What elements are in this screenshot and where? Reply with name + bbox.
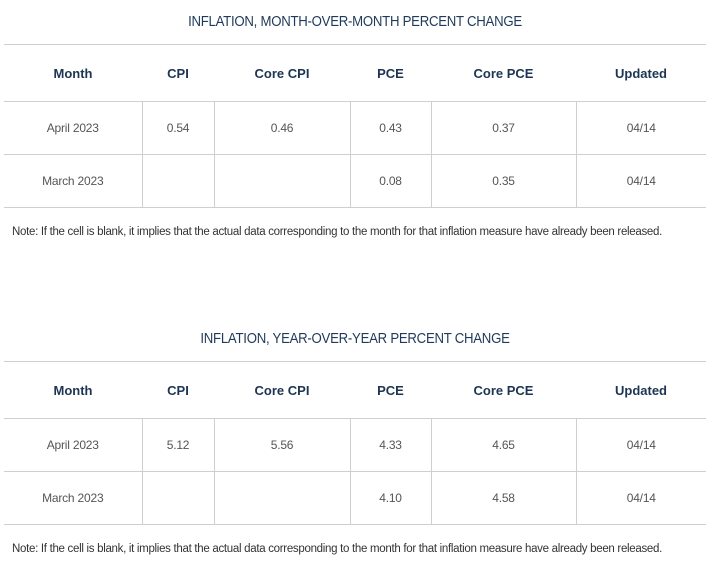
cell-core-cpi [214,155,350,208]
yoy-footnote: Note: If the cell is blank, it implies that the actual data corresponding to the month for that inflation measure have already been released. [12,543,663,555]
table-row [4,419,706,472]
table-row [4,102,706,155]
cell-month: March 2023 [4,155,142,208]
mom-header-row [4,45,706,102]
header-cpi: CPI [142,362,214,419]
cell-cpi [142,472,214,525]
header-core-cpi: Core CPI [214,45,350,102]
cell-cpi [142,155,214,208]
mom-table [4,44,706,208]
cell-pce: 0.08 [350,155,431,208]
header-updated: Updated [576,362,706,419]
mom-footnote: Note: If the cell is blank, it implies that the actual data corresponding to the month for that inflation measure have already been released. [12,226,663,238]
cell-core-pce: 0.37 [431,102,576,155]
header-pce: PCE [350,45,431,102]
cell-cpi: 5.12 [142,419,214,472]
cell-month: April 2023 [4,102,142,155]
header-core-pce: Core PCE [431,45,576,102]
header-cpi: CPI [142,45,214,102]
yoy-header-row [4,362,706,419]
header-updated: Updated [576,45,706,102]
cell-pce: 4.10 [350,472,431,525]
table-row [4,155,706,208]
cell-updated: 04/14 [576,155,706,208]
cell-core-pce: 4.58 [431,472,576,525]
mom-table-title: INFLATION, MONTH-OVER-MONTH PERCENT CHANGE [188,13,522,30]
cell-updated: 04/14 [576,472,706,525]
cell-pce: 0.43 [350,102,431,155]
cell-updated: 04/14 [576,419,706,472]
cell-pce: 4.33 [350,419,431,472]
cell-month: March 2023 [4,472,142,525]
cell-month: April 2023 [4,419,142,472]
header-core-pce: Core PCE [431,362,576,419]
cell-updated: 04/14 [576,102,706,155]
header-month: Month [4,45,142,102]
cell-core-cpi: 0.46 [214,102,350,155]
cell-core-pce: 0.35 [431,155,576,208]
cell-core-cpi: 5.56 [214,419,350,472]
yoy-table-title: INFLATION, YEAR-OVER-YEAR PERCENT CHANGE [200,330,510,347]
header-month: Month [4,362,142,419]
yoy-table [4,361,706,525]
cell-cpi: 0.54 [142,102,214,155]
header-pce: PCE [350,362,431,419]
cell-core-cpi [214,472,350,525]
table-row [4,472,706,525]
cell-core-pce: 4.65 [431,419,576,472]
header-core-cpi: Core CPI [214,362,350,419]
